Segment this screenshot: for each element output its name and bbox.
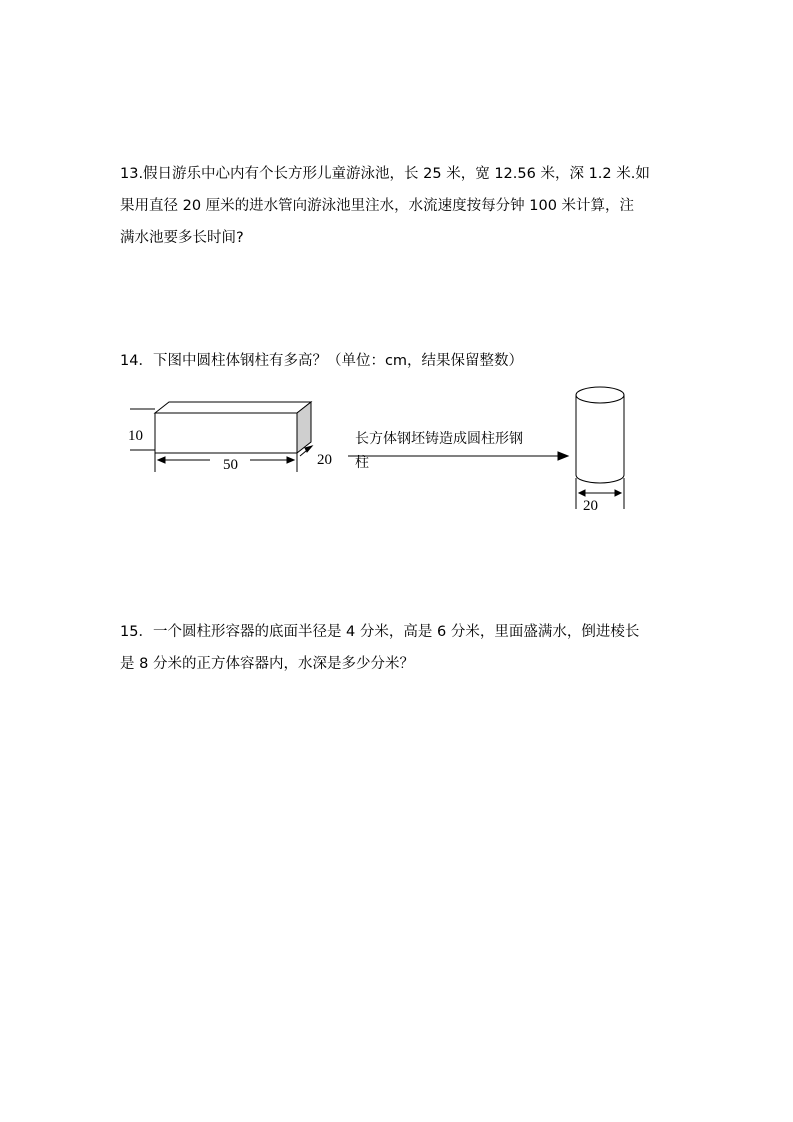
arrow-text-line-1: 长方体钢坯铸造成圆柱形钢 — [355, 431, 523, 447]
question-14-line-1: 14．下图中圆柱体钢柱有多高？（单位：cm，结果保留整数） — [120, 353, 524, 369]
question-15 — [120, 616, 688, 680]
cuboid-top-face — [155, 402, 311, 413]
cylinder — [576, 387, 624, 483]
cylinder-diameter-label: 20 — [583, 498, 598, 514]
box-length-label: 50 — [223, 457, 238, 473]
transform-arrow — [348, 452, 568, 460]
cuboid-front-face — [155, 413, 297, 453]
question-13-line-2: 果用直径 20 厘米的进水管向游泳池里注水，水流速度按每分钟 100 米计算，注 — [120, 198, 635, 214]
arrow-text-line-2: 柱 — [355, 455, 369, 471]
question-13 — [120, 158, 688, 254]
cylinder-top — [576, 387, 624, 403]
cylinder-bottom — [576, 475, 624, 483]
box-height-label: 10 — [128, 428, 143, 444]
question-14 — [120, 345, 688, 377]
question-15-line-1: 15．一个圆柱形容器的底面半径是 4 分米，高是 6 分米，里面盛满水，倒进棱长 — [120, 624, 640, 640]
question-13-line-3: 满水池要多长时间? — [120, 230, 244, 246]
box-width-label: 20 — [317, 452, 332, 468]
question-14-figure — [120, 380, 640, 515]
cuboid — [155, 402, 311, 453]
question-15-line-2: 是 8 分米的正方体容器内，水深是多少分米？ — [120, 656, 414, 672]
question-13-line-1: 13.假日游乐中心内有个长方形儿童游泳池，长 25 米，宽 12.56 米，深 1.2 米.如 — [120, 166, 650, 182]
